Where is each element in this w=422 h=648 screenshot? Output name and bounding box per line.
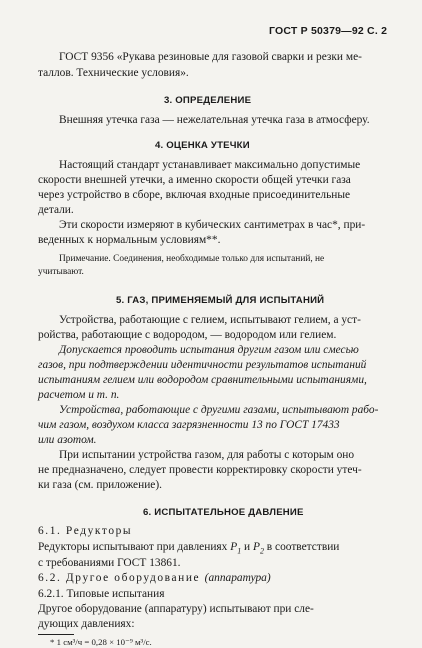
pressure-p2: $P_2$ [252, 541, 264, 556]
note-line: Примечание. Соединения, необходимые только для испытаний, не [59, 254, 325, 264]
subsection-heading [38, 572, 271, 585]
paragraph-line [38, 541, 339, 557]
paragraph-line: Настоящий стандарт устанавливает максимально допустимые [59, 159, 361, 171]
paragraph-line: испытаниям гелием или водородом сравнительными испытаниями, [38, 374, 367, 386]
paragraph-line: Допускается проводить испытания другим газом или смесью [59, 344, 359, 356]
footnote-rule [38, 634, 74, 635]
paragraph-line: или азотом. [38, 434, 97, 446]
subsection-heading: 6.1. Редукторы [38, 525, 133, 537]
intro-line: таллов. Технические условия». [38, 67, 189, 79]
paragraph-line: детали. [38, 204, 74, 216]
section-heading: 6. ИСПЫТАТЕЛЬНОЕ ДАВЛЕНИЕ [143, 507, 304, 518]
footnote-1: * 1 см³/ч = 0,28 × 10⁻⁹ м³/с. [50, 637, 152, 647]
paragraph-line: не предназначено, следует провести корректировку скорости утеч- [38, 464, 362, 476]
section-heading: 5. ГАЗ, ПРИМЕНЯЕМЫЙ ДЛЯ ИСПЫТАНИЙ [116, 295, 325, 306]
running-head: ГОСТ Р 50379—92 С. 2 [269, 25, 388, 37]
section-heading: 4. ОЦЕНКА УТЕЧКИ [155, 140, 250, 151]
text-fragment: (аппаратура) [204, 572, 271, 584]
intro-line: ГОСТ 9356 «Рукава резиновые для газовой сварки и резки ме- [59, 51, 362, 63]
paragraph-line: через устройство в сборе, включая входные присоединительные [38, 189, 351, 201]
note-line: учитывают. [38, 267, 84, 277]
text-fragment: и [241, 541, 253, 553]
paragraph-line: При испытании устройства газом, для работы с которым оно [59, 449, 355, 461]
paragraph-line: Внешняя утечка газа — нежелательная утечка газа в атмосферу. [59, 114, 370, 126]
text-fragment: в соответствии [263, 541, 340, 553]
paragraph-line: чим газом, воздухом класса загрязненности 13 по ГОСТ 17433 [38, 419, 340, 431]
section-heading: 3. ОПРЕДЕЛЕНИЕ [164, 95, 252, 106]
paragraph-line: ки газа (см. приложение). [38, 479, 163, 491]
paragraph-line: дующих давлениях: [38, 618, 135, 630]
paragraph-line: ройства, работающие с водородом, — водородом или гелием. [38, 329, 337, 341]
paragraph-line: с требованиями ГОСТ 13861. [38, 557, 181, 569]
paragraph-line: Устройства, работающие с другими газами, испытывают рабо- [59, 404, 379, 416]
subsection-heading: 6.2.1. Типовые испытания [38, 588, 165, 600]
paragraph-line: Эти скорости измеряют в кубических сантиметрах в час*, при- [59, 219, 366, 231]
paragraph-line: веденных к нормальным условиям**. [38, 234, 221, 246]
paragraph-line: Устройства, работающие с гелием, испытывают гелием, а уст- [59, 314, 361, 326]
text-fragment: Редукторы испытывают при давлениях [38, 541, 231, 553]
paragraph-line: Другое оборудование (аппаратуру) испытывают при сле- [38, 603, 314, 615]
paragraph-line: газов, при подтверждении идентичности результатов испытаний [38, 359, 367, 371]
paragraph-line: скорости внешней утечки, а именно скорости общей утечки газа [38, 174, 351, 186]
text-fragment: 6.2. Другое оборудование [38, 572, 205, 584]
pressure-p1: $P_1$ [230, 541, 242, 556]
paragraph-line: расчетом и т. п. [38, 389, 120, 401]
